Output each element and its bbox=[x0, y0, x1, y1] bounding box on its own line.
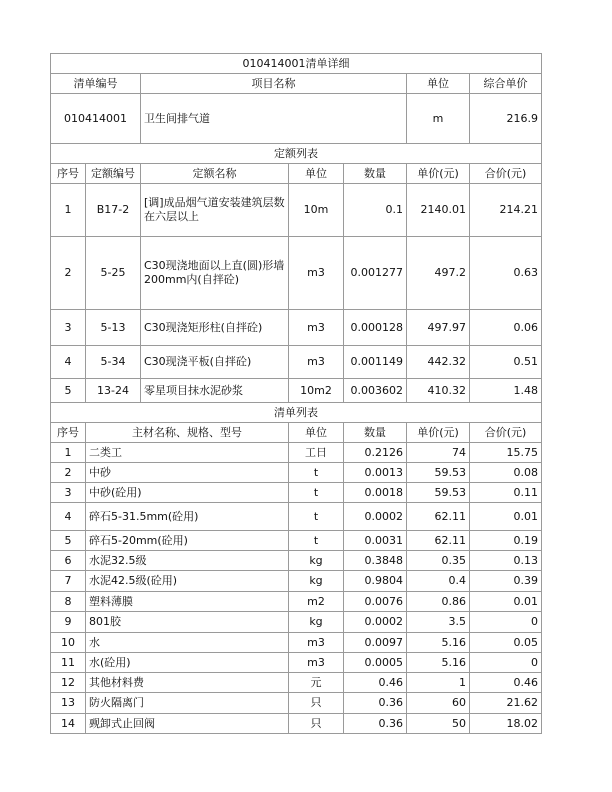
cell-unit: kg bbox=[289, 551, 344, 571]
cell-total: 0.05 bbox=[470, 633, 542, 653]
quota-row bbox=[51, 346, 542, 379]
cell-name: 零星项目抹水泥砂浆 bbox=[141, 379, 289, 403]
summary-unit: m bbox=[407, 94, 470, 144]
cell-code: B17-2 bbox=[86, 184, 141, 237]
cell-price: 0.4 bbox=[407, 571, 470, 592]
cell-price: 0.35 bbox=[407, 551, 470, 571]
cell-no: 14 bbox=[51, 714, 86, 734]
cell-name: C30现浇地面以上直(圆)形墙200mm内(自拌砼) bbox=[141, 237, 289, 310]
cell-total: 0.01 bbox=[470, 503, 542, 531]
table-row bbox=[51, 653, 542, 673]
table-title: 010414001清单详细 bbox=[51, 54, 542, 74]
summary-name: 卫生间排气道 bbox=[141, 94, 407, 144]
cell-qty: 0.0018 bbox=[344, 483, 407, 503]
summary-row bbox=[51, 94, 542, 144]
cell-no: 3 bbox=[51, 483, 86, 503]
cell-qty: 0.0013 bbox=[344, 463, 407, 483]
cell-name: 碎石5-20mm(砼用) bbox=[86, 531, 289, 551]
cell-total: 15.75 bbox=[470, 443, 542, 463]
col-header-price: 综合单价 bbox=[470, 74, 542, 94]
cell-qty: 0.0002 bbox=[344, 503, 407, 531]
col-header: 定额名称 bbox=[141, 164, 289, 184]
col-header: 主材名称、规格、型号 bbox=[86, 423, 289, 443]
cell-unit: m3 bbox=[289, 633, 344, 653]
cell-name: 801胶 bbox=[86, 612, 289, 633]
cell-name: 防火隔离门 bbox=[86, 693, 289, 714]
cell-no: 5 bbox=[51, 379, 86, 403]
cell-qty: 0.0005 bbox=[344, 653, 407, 673]
cell-price: 50 bbox=[407, 714, 470, 734]
cell-total: 0.13 bbox=[470, 551, 542, 571]
cell-total: 0.01 bbox=[470, 592, 542, 612]
cell-unit: m3 bbox=[289, 653, 344, 673]
summary-header-row bbox=[51, 74, 542, 94]
quota-row bbox=[51, 184, 542, 237]
col-header: 合价(元) bbox=[470, 164, 542, 184]
col-header: 数量 bbox=[344, 164, 407, 184]
cell-code: 5-34 bbox=[86, 346, 141, 379]
cell-code: 5-13 bbox=[86, 310, 141, 346]
cell-total: 0.46 bbox=[470, 673, 542, 693]
cell-unit: kg bbox=[289, 612, 344, 633]
cell-name: 二类工 bbox=[86, 443, 289, 463]
cell-total: 214.21 bbox=[470, 184, 542, 237]
col-header: 单位 bbox=[289, 423, 344, 443]
table-row bbox=[51, 714, 542, 734]
cell-total: 0 bbox=[470, 612, 542, 633]
cell-name: 水泥32.5级 bbox=[86, 551, 289, 571]
quota-row bbox=[51, 237, 542, 310]
cell-price: 5.16 bbox=[407, 633, 470, 653]
cell-unit: m3 bbox=[289, 310, 344, 346]
cell-price: 1 bbox=[407, 673, 470, 693]
summary-code: 010414001 bbox=[51, 94, 141, 144]
cell-unit: m3 bbox=[289, 346, 344, 379]
col-header: 序号 bbox=[51, 423, 86, 443]
col-header-unit: 单位 bbox=[407, 74, 470, 94]
cell-total: 0.51 bbox=[470, 346, 542, 379]
cell-price: 497.97 bbox=[407, 310, 470, 346]
table-row bbox=[51, 551, 542, 571]
cell-total: 0.06 bbox=[470, 310, 542, 346]
quota-row bbox=[51, 379, 542, 403]
table-row bbox=[51, 693, 542, 714]
cell-price: 59.53 bbox=[407, 463, 470, 483]
cell-unit: m2 bbox=[289, 592, 344, 612]
cell-total: 0.11 bbox=[470, 483, 542, 503]
table-row bbox=[51, 592, 542, 612]
cell-no: 6 bbox=[51, 551, 86, 571]
cell-total: 18.02 bbox=[470, 714, 542, 734]
cell-no: 7 bbox=[51, 571, 86, 592]
cell-qty: 0.0076 bbox=[344, 592, 407, 612]
cell-total: 0.08 bbox=[470, 463, 542, 483]
cell-no: 12 bbox=[51, 673, 86, 693]
cell-no: 13 bbox=[51, 693, 86, 714]
cell-code: 5-25 bbox=[86, 237, 141, 310]
cell-no: 4 bbox=[51, 346, 86, 379]
col-header: 定额编号 bbox=[86, 164, 141, 184]
cell-no: 1 bbox=[51, 184, 86, 237]
cell-total: 1.48 bbox=[470, 379, 542, 403]
cell-unit: 工日 bbox=[289, 443, 344, 463]
table-row bbox=[51, 531, 542, 551]
cell-code: 13-24 bbox=[86, 379, 141, 403]
cell-price: 60 bbox=[407, 693, 470, 714]
cell-total: 0.19 bbox=[470, 531, 542, 551]
cell-no: 8 bbox=[51, 592, 86, 612]
cell-qty: 0.003602 bbox=[344, 379, 407, 403]
col-header: 数量 bbox=[344, 423, 407, 443]
col-header: 单价(元) bbox=[407, 423, 470, 443]
cell-total: 0.39 bbox=[470, 571, 542, 592]
table-row bbox=[51, 443, 542, 463]
cell-qty: 0.000128 bbox=[344, 310, 407, 346]
cell-name: [调]成品烟气道安装建筑层数在六层以上 bbox=[141, 184, 289, 237]
col-header: 单位 bbox=[289, 164, 344, 184]
cell-price: 442.32 bbox=[407, 346, 470, 379]
table-row bbox=[51, 463, 542, 483]
cell-unit: t bbox=[289, 483, 344, 503]
cell-price: 410.32 bbox=[407, 379, 470, 403]
cell-name: C30现浇矩形柱(自拌砼) bbox=[141, 310, 289, 346]
cell-unit: kg bbox=[289, 571, 344, 592]
quota-section-title: 定额列表 bbox=[51, 144, 542, 164]
cell-qty: 0.1 bbox=[344, 184, 407, 237]
cell-qty: 0.2126 bbox=[344, 443, 407, 463]
col-header: 序号 bbox=[51, 164, 86, 184]
table-row bbox=[51, 571, 542, 592]
cell-qty: 0.36 bbox=[344, 714, 407, 734]
cell-total: 0.63 bbox=[470, 237, 542, 310]
cell-name: 觋卸式止回阀 bbox=[86, 714, 289, 734]
detail-table bbox=[50, 53, 542, 734]
cell-name: 水 bbox=[86, 633, 289, 653]
cell-qty: 0.3848 bbox=[344, 551, 407, 571]
cell-price: 2140.01 bbox=[407, 184, 470, 237]
cell-qty: 0.0031 bbox=[344, 531, 407, 551]
cell-unit: 只 bbox=[289, 693, 344, 714]
cell-no: 11 bbox=[51, 653, 86, 673]
cell-price: 5.16 bbox=[407, 653, 470, 673]
cell-no: 2 bbox=[51, 237, 86, 310]
table-row bbox=[51, 633, 542, 653]
cell-total: 21.62 bbox=[470, 693, 542, 714]
cell-unit: 元 bbox=[289, 673, 344, 693]
cell-unit: 10m2 bbox=[289, 379, 344, 403]
cell-qty: 0.36 bbox=[344, 693, 407, 714]
quota-header-row bbox=[51, 164, 542, 184]
table-row bbox=[51, 483, 542, 503]
cell-unit: t bbox=[289, 503, 344, 531]
col-header: 合价(元) bbox=[470, 423, 542, 443]
cell-unit: 只 bbox=[289, 714, 344, 734]
cell-qty: 0.9804 bbox=[344, 571, 407, 592]
col-header-code: 清单编号 bbox=[51, 74, 141, 94]
cell-no: 10 bbox=[51, 633, 86, 653]
cell-price: 0.86 bbox=[407, 592, 470, 612]
col-header: 单价(元) bbox=[407, 164, 470, 184]
col-header-name: 项目名称 bbox=[141, 74, 407, 94]
cell-qty: 0.46 bbox=[344, 673, 407, 693]
cell-price: 3.5 bbox=[407, 612, 470, 633]
cell-name: 中砂(砼用) bbox=[86, 483, 289, 503]
cell-qty: 0.001149 bbox=[344, 346, 407, 379]
cell-unit: m3 bbox=[289, 237, 344, 310]
materials-section-title: 清单列表 bbox=[51, 403, 542, 423]
cell-no: 9 bbox=[51, 612, 86, 633]
cell-no: 1 bbox=[51, 443, 86, 463]
cell-qty: 0.0002 bbox=[344, 612, 407, 633]
cell-price: 497.2 bbox=[407, 237, 470, 310]
cell-qty: 0.001277 bbox=[344, 237, 407, 310]
materials-header-row bbox=[51, 423, 542, 443]
quota-row bbox=[51, 310, 542, 346]
cell-total: 0 bbox=[470, 653, 542, 673]
summary-price: 216.9 bbox=[470, 94, 542, 144]
cell-qty: 0.0097 bbox=[344, 633, 407, 653]
cell-unit: 10m bbox=[289, 184, 344, 237]
cell-price: 59.53 bbox=[407, 483, 470, 503]
cell-no: 3 bbox=[51, 310, 86, 346]
cell-unit: t bbox=[289, 463, 344, 483]
cell-no: 2 bbox=[51, 463, 86, 483]
cell-no: 4 bbox=[51, 503, 86, 531]
cell-name: 水泥42.5级(砼用) bbox=[86, 571, 289, 592]
cell-name: C30现浇平板(自拌砼) bbox=[141, 346, 289, 379]
table-row bbox=[51, 503, 542, 531]
cell-name: 中砂 bbox=[86, 463, 289, 483]
cell-name: 塑料薄膜 bbox=[86, 592, 289, 612]
table-row bbox=[51, 673, 542, 693]
materials-body bbox=[51, 443, 542, 734]
cell-price: 62.11 bbox=[407, 503, 470, 531]
cell-name: 水(砼用) bbox=[86, 653, 289, 673]
table-row bbox=[51, 612, 542, 633]
cell-unit: t bbox=[289, 531, 344, 551]
cell-no: 5 bbox=[51, 531, 86, 551]
cell-name: 碎石5-31.5mm(砼用) bbox=[86, 503, 289, 531]
cell-price: 74 bbox=[407, 443, 470, 463]
cell-price: 62.11 bbox=[407, 531, 470, 551]
cell-name: 其他材料费 bbox=[86, 673, 289, 693]
